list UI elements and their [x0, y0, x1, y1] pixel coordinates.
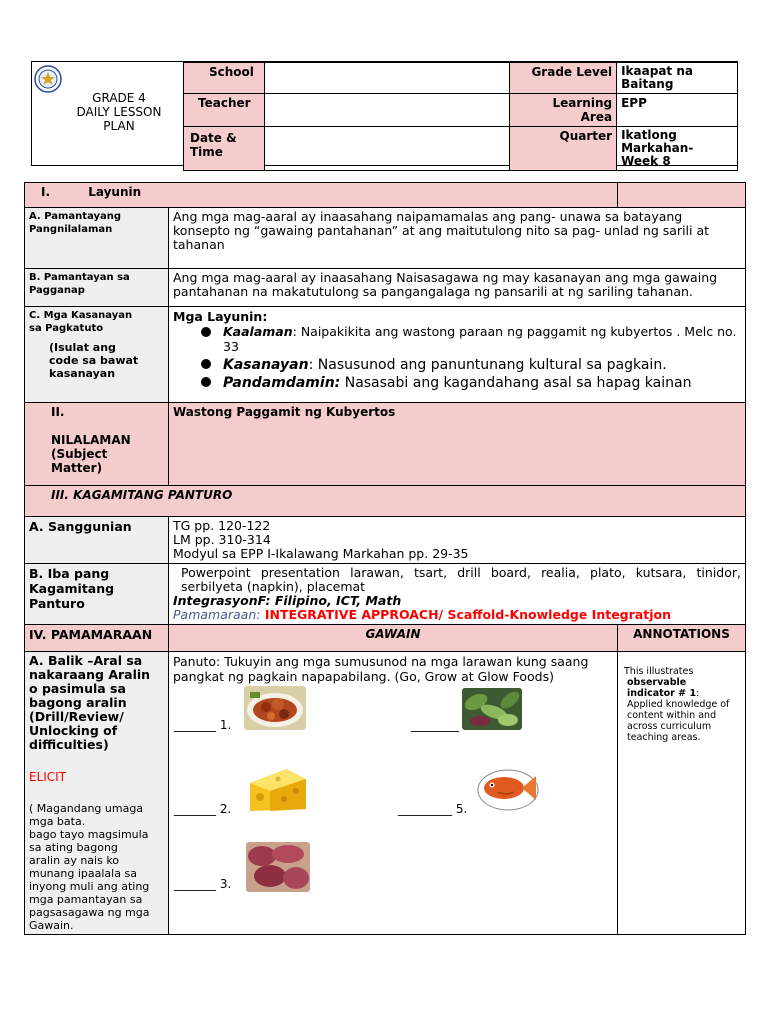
pamantayan-sa-pagganap-label: B. Pamantayan sa Pagganap [25, 269, 169, 307]
objective-kasanayan [173, 356, 741, 374]
iba-pang-kagamitan-label: B. Iba pang Kagamitang Panturo [25, 564, 169, 625]
annotation-intro: This illustrates [624, 666, 694, 677]
grade-level-value: Ikaapat na Baitang [617, 63, 738, 94]
gawain-activity-cell [169, 652, 618, 935]
pamantayang-pangnilalaman-label: A. Pamantayang Pangnilalaman [25, 208, 169, 269]
school-value[interactable] [264, 63, 509, 94]
header-info-table [183, 62, 738, 171]
integration-text: IntegrasyonF: Filipino, ICT, Math [173, 593, 402, 608]
mga-layunin-heading: Mga Layunin: [173, 309, 268, 324]
sweet-potato-image [246, 842, 310, 892]
teacher-greeting-note: ( Magandang umaga mga bata. bago tayo magsimula sa ating bagong aralin ay nais ko munang ipaalala sa inyong muli ang ating mga pamantayan sa pagsasagawa ng mga Gawain. [29, 802, 150, 932]
balik-aral-cell [25, 652, 169, 935]
objective-text: : Nasusunod ang panuntunang kultural sa pagkain. [308, 357, 667, 373]
objective-key: Kasanayan [223, 357, 309, 373]
teacher-label: Teacher [184, 94, 265, 127]
method-text: INTEGRATIVE APPROACH/ Scaffold-Knowledge Integratjon [264, 607, 671, 622]
sanggunian-label: A. Sanggunian [25, 517, 169, 564]
quarter-label: Quarter [510, 127, 617, 171]
objective-pandamdamin [173, 374, 741, 392]
section-layunin-title [25, 183, 618, 208]
grade-level-label: Grade Level [510, 63, 617, 94]
objective-key: Kaalaman [223, 324, 293, 339]
lesson-plan-title [44, 91, 194, 133]
lesson-plan-table [24, 182, 746, 935]
activity-instruction: Panuto: Tukuyin ang mga sumusunod na mga larawan kung saang pangkat ng pagkain napapabilang. (Go, Grow at Glow Foods) [173, 654, 589, 684]
learning-area-label: Learning Area [510, 94, 617, 127]
date-time-label: Date & Time [184, 127, 265, 171]
deped-seal-logo [34, 65, 62, 93]
kagamitang-panturo-title: III. KAGAMITANG PANTURO [25, 486, 746, 517]
gawain-header: GAWAIN [169, 625, 618, 652]
materials-text: Powerpoint presentation larawan, tsart, drill board, realia, plato, kutsara, tinidor, serbilyeta (napkin), placemat [181, 565, 741, 594]
section-number: I. [41, 185, 51, 199]
method-label: Pamamaraan: [173, 607, 261, 622]
annotations-header: ANNOTATIONS [618, 625, 746, 652]
school-label: School [184, 63, 265, 94]
nilalaman-label: II. NILALAMAN (Subject Matter) [25, 403, 169, 486]
sanggunian-line: TG pp. 120-122 [173, 518, 271, 533]
objective-kaalaman [173, 324, 741, 354]
answer-blank-2[interactable]: _______ 2. [174, 802, 232, 816]
annotation-text: : Applied knowledge of content within and across curriculum teaching areas. [627, 688, 730, 743]
title-line: DAILY LESSON [76, 105, 162, 119]
answer-blank-3[interactable]: _______ 3. [174, 877, 232, 891]
answer-blank-4[interactable]: ________ [411, 718, 459, 732]
pamamaraan-title: IV. PAMAMARAAN [25, 625, 169, 652]
fried-fish-image [476, 762, 540, 812]
green-vegetables-image [462, 688, 522, 730]
sanggunian-line: LM pp. 310-314 [173, 532, 271, 547]
bullet-icon [201, 327, 211, 337]
objective-key: Pandamdamin: [223, 375, 341, 391]
nilalaman-text: Wastong Paggamit ng Kubyertos [169, 403, 746, 486]
annotation-cell [618, 652, 746, 935]
sanggunian-cell [169, 517, 746, 564]
objective-text: : Naipakikita ang wastong paraan ng paggamit ng kubyertos . Melc no. 33 [223, 324, 737, 354]
teacher-value[interactable] [264, 94, 509, 127]
method-line [173, 608, 741, 622]
answer-blank-5[interactable]: _________ 5. [398, 802, 468, 816]
quarter-value: Ikatlong Markahan- Week 8 [617, 127, 738, 171]
section-layunin-annotation [618, 183, 746, 208]
pamantayan-sa-pagganap-text: Ang mga mag-aaral ay inaasahang Naisasagawa ng may kasanayan ang mga gawaing pantahanan na makatutulong sa pangangalaga ng pansarili at ng sariling tahanan. [169, 269, 746, 307]
cheese-image [246, 765, 308, 815]
sanggunian-line: Modyul sa EPP I-Ikalawang Markahan pp. 29-35 [173, 546, 469, 561]
bullet-icon [201, 359, 211, 369]
objective-text: Nasasabi ang kagandahang asal sa hapag kainan [340, 375, 692, 391]
annotation-indicator: observable indicator # 1 [627, 677, 697, 699]
section-title: Layunin [88, 185, 142, 199]
kasanayan-note: (Isulat ang code sa bawat kasanayan [49, 341, 139, 380]
mga-layunin-cell [169, 307, 746, 403]
learning-area-value: EPP [617, 94, 738, 127]
answer-blank-1[interactable]: _______ 1. [174, 718, 232, 732]
pamantayang-pangnilalaman-text: Ang mga mag-aaral ay inaasahang naipamamalas ang pang- unawa sa batayang konsepto ng “gawaing pantahanan” at ang maitutulong nito sa pag- unlad ng sarili at tahanan [169, 208, 746, 269]
balik-aral-label: A. Balik –Aral sa nakaraang Aralin o pasimula sa bagong aralin (Drill/Review/ Unlocking of difficulties) [29, 653, 151, 752]
title-line: PLAN [103, 119, 135, 133]
date-time-value[interactable] [264, 127, 509, 171]
mga-kasanayan-label [25, 307, 169, 403]
bullet-icon [201, 377, 211, 387]
kasanayan-label-text: C. Mga Kasanayan sa Pagkatuto [29, 310, 133, 334]
elicit-label: ELICIT [29, 770, 67, 784]
fried-meat-image [244, 686, 306, 730]
title-line: GRADE 4 [92, 91, 146, 105]
iba-pang-kagamitan-cell [169, 564, 746, 625]
